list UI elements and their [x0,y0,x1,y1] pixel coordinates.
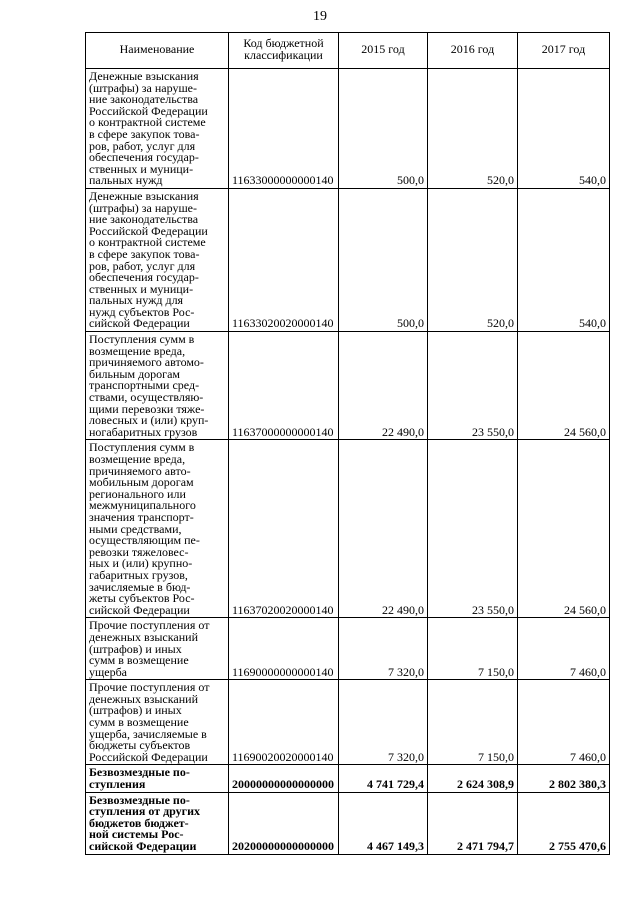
value-2016: 7 150,0 [428,618,518,680]
value-2016: 7 150,0 [428,680,518,765]
row-name-line: ступления [89,777,146,792]
row-code: 11690000000000140 [229,618,339,680]
row-name-line: причиняемого автомо- [89,355,204,370]
row-name-line: ревозки тяжеловес- [89,544,189,559]
row-name [86,792,229,854]
row-code: 20200000000000000 [229,792,339,854]
value-2016: 520,0 [428,188,518,331]
row-name-line: сумм в возмещение [89,653,189,668]
value-2017: 540,0 [518,188,610,331]
row-name-line: Денежные взыскания [89,188,199,203]
row-name-line: (штрафы) за наруше- [89,200,198,215]
row-code: 20000000000000000 [229,765,339,792]
value-2015: 7 320,0 [339,680,428,765]
table-row [86,440,610,618]
row-name-line: возмещение вреда, [89,452,186,466]
value-2015: 4 741 729,4 [339,765,428,792]
budget-table [85,32,610,855]
row-name-line: денежных взысканий [89,629,198,644]
row-name-line: ной системы Рос- [89,827,184,842]
row-name-line: ногабаритных грузов [89,424,198,439]
value-2015: 4 467 149,3 [339,792,428,854]
row-name [86,69,229,189]
value-2017: 540,0 [518,69,610,189]
table-body [86,69,610,855]
row-name-line: регионального или [89,486,186,501]
row-name-line: в сфере закупок това- [89,246,200,261]
row-name-line: ров, работ, услуг для [89,138,196,153]
value-2017: 24 560,0 [518,440,610,618]
row-name-line: щими перевозки тяже- [89,401,205,416]
row-name-line: ственных и муници- [89,281,194,296]
row-name-line: нужд субъектов Рос- [89,304,195,319]
row-name [86,440,229,618]
table-row [86,680,610,765]
row-name-line: сийской Федерации [89,839,197,853]
row-name-line: Российской Федерации [89,223,208,238]
value-2017: 2 802 380,3 [518,765,610,792]
row-name-line: Поступления сумм в [89,332,195,347]
table-header-row [86,33,610,69]
row-name [86,618,229,680]
table-row [86,792,610,854]
row-name-line: ственных и муници- [89,161,194,176]
row-name-line: обеспечения государ- [89,270,199,285]
row-name-line: Прочие поступления от [89,618,210,633]
row-name-line: бильным дорогам [89,366,181,381]
row-name-line: денежных взысканий [89,691,198,706]
row-name-line: (штрафов) и иных [89,703,182,718]
row-code: 11637020020000140 [229,440,339,618]
row-name-line: Безвозмездные по- [89,765,190,780]
row-name-line: сумм в возмещение [89,715,189,730]
table-row [86,188,610,331]
row-name-line: причиняемого авто- [89,463,191,478]
value-2015: 22 490,0 [339,332,428,440]
table-row [86,765,610,792]
row-name-line: межмуниципального [89,498,196,513]
value-2017: 7 460,0 [518,618,610,680]
value-2015: 500,0 [339,69,428,189]
row-name-line: (штрафы) за наруше- [89,80,198,95]
row-code: 11633000000000140 [229,69,339,189]
row-name-line: пальных нужд [89,173,163,188]
row-name-line: ров, работ, услуг для [89,258,196,273]
value-2016: 2 624 308,9 [428,765,518,792]
row-name-line: ущерба, зачисляемые в [89,726,207,741]
row-name-line: Российской Федерации [89,749,208,764]
table-row [86,618,610,680]
row-name-line: Безвозмездные по- [89,792,190,807]
page-number: 19 [313,9,327,24]
row-name-line: Поступления сумм в [89,440,195,455]
row-name-line: габаритных грузов, [89,567,188,582]
table-row [86,332,610,440]
row-name-line: обеспечения государ- [89,150,199,165]
value-2017: 7 460,0 [518,680,610,765]
row-code: 11690020020000140 [229,680,339,765]
row-name-line: жеты субъектов Рос- [89,591,195,606]
value-2015: 22 490,0 [339,440,428,618]
row-name-line: ступления от других [89,804,201,819]
value-2016: 520,0 [428,69,518,189]
row-name [86,332,229,440]
row-name-line: ние законодательства [89,92,199,107]
row-name-line: сийской Федерации [89,316,190,331]
row-name-line: транспортными сред- [89,378,200,393]
row-name-line: сийской Федерации [89,602,190,617]
row-name-line: значения транспорт- [89,509,194,524]
value-2017: 24 560,0 [518,332,610,440]
row-name-line: Российской Федерации [89,103,208,118]
value-2016: 23 550,0 [428,440,518,618]
row-name-line: бюджетов бюджет- [89,815,189,830]
row-name-line: ние законодательства [89,212,199,227]
row-name [86,765,229,792]
row-name-line: ущерба [89,664,127,679]
row-name-line: ствами, осуществляю- [89,390,204,405]
header-2017: 2017 год [518,33,610,69]
row-name-line: зачисляемые в бюд- [89,579,191,594]
value-2016: 2 471 794,7 [428,792,518,854]
value-2016: 23 550,0 [428,332,518,440]
row-name-line: ных и (или) крупно- [89,556,193,571]
value-2017: 2 755 470,6 [518,792,610,854]
row-name-line: ными средствами, [89,521,182,536]
header-code: Код бюджетной классификации [229,33,339,69]
row-name-line: в сфере закупок това- [89,126,200,141]
row-name-line: возмещение вреда, [89,343,186,358]
row-name-line: мобильным дорогам [89,475,194,490]
row-name-line: ловесных и (или) круп- [89,413,209,428]
row-name-line: Прочие поступления от [89,680,210,695]
row-name-line: о контрактной системе [89,115,206,130]
row-name-line: (штрафов) и иных [89,641,182,656]
row-name [86,680,229,765]
value-2015: 7 320,0 [339,618,428,680]
row-code: 11633020020000140 [229,188,339,331]
row-name-line: о контрактной системе [89,235,206,250]
row-name-line: бюджеты субъектов [89,738,191,753]
row-code: 11637000000000140 [229,332,339,440]
row-name-line: осуществляющим пе- [89,533,200,548]
row-name-line: пальных нужд для [89,293,184,308]
header-name: Наименование [86,33,229,69]
value-2015: 500,0 [339,188,428,331]
row-name-line: Денежные взыскания [89,69,199,83]
table-row [86,69,610,189]
header-2015: 2015 год [339,33,428,69]
header-2016: 2016 год [428,33,518,69]
row-name [86,188,229,331]
